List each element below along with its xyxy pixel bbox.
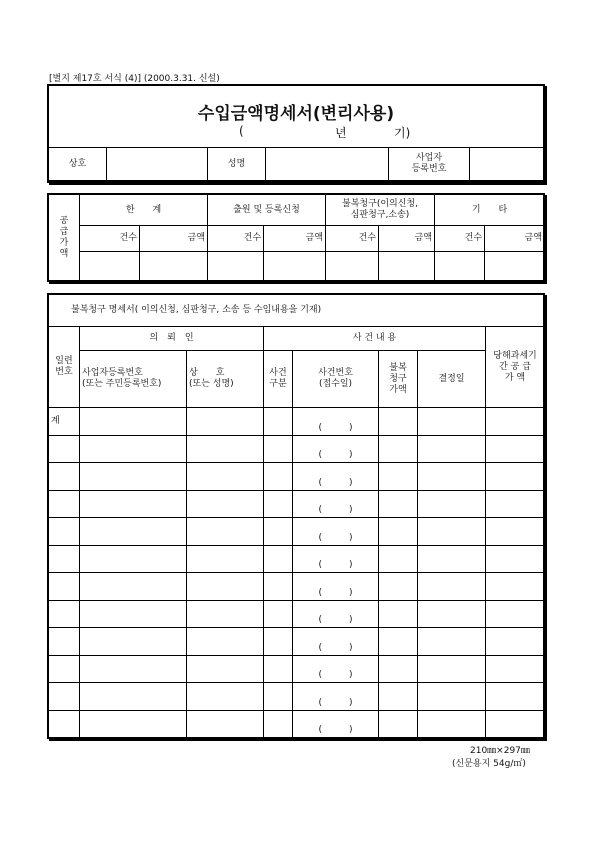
detail-cell[interactable] xyxy=(418,463,486,491)
detail-section xyxy=(47,293,545,739)
total-label: 계 xyxy=(49,408,80,436)
detail-cell[interactable] xyxy=(80,463,187,491)
detail-cell[interactable] xyxy=(264,573,293,601)
supply-cell[interactable] xyxy=(485,252,545,281)
detail-cell[interactable] xyxy=(80,435,187,463)
supply-cell[interactable] xyxy=(379,252,435,281)
detail-cell[interactable] xyxy=(418,710,486,738)
detail-cell[interactable] xyxy=(49,545,80,573)
detail-cell[interactable] xyxy=(80,545,187,573)
detail-cell[interactable] xyxy=(486,490,545,518)
detail-cell[interactable] xyxy=(379,463,418,491)
regno-label: 사업자 등록번호 xyxy=(389,148,470,181)
count-header: 건수 xyxy=(435,226,485,252)
detail-cell[interactable] xyxy=(264,435,293,463)
period-supply-header: 당해과세기 간 공 급 가 액 xyxy=(486,327,545,408)
detail-cell[interactable] xyxy=(187,408,264,436)
detail-cell[interactable] xyxy=(187,683,264,711)
detail-cell[interactable] xyxy=(80,628,187,656)
amount-header: 금액 xyxy=(379,226,435,252)
detail-cell[interactable] xyxy=(379,655,418,683)
count-header: 건수 xyxy=(208,226,264,252)
detail-cell[interactable] xyxy=(187,600,264,628)
supply-cell[interactable] xyxy=(326,252,379,281)
form-number-note: [별지 제17호 서식 (4)] (2000.3.31. 신설) xyxy=(49,74,220,84)
amount-header: 금액 xyxy=(140,226,208,252)
name-field[interactable] xyxy=(266,148,389,181)
detail-cell[interactable] xyxy=(80,655,187,683)
detail-cell[interactable] xyxy=(418,573,486,601)
table-row xyxy=(49,463,545,491)
receipt-date-placeholder: ( ) xyxy=(318,642,353,653)
info-table xyxy=(48,147,545,181)
case-number-header: 사건번호 (접수일) xyxy=(293,351,379,408)
supply-cell[interactable] xyxy=(140,252,208,281)
detail-cell[interactable] xyxy=(80,683,187,711)
supply-cell[interactable] xyxy=(80,252,140,281)
detail-cell[interactable] xyxy=(486,600,545,628)
supply-table xyxy=(48,194,545,281)
detail-cell[interactable] xyxy=(486,573,545,601)
detail-cell[interactable] xyxy=(80,408,187,436)
detail-cell[interactable] xyxy=(379,600,418,628)
detail-cell[interactable] xyxy=(187,435,264,463)
detail-cell[interactable] xyxy=(187,463,264,491)
detail-cell[interactable] xyxy=(418,628,486,656)
detail-cell[interactable] xyxy=(418,545,486,573)
detail-cell[interactable] xyxy=(379,435,418,463)
detail-cell[interactable] xyxy=(264,683,293,711)
count-header: 건수 xyxy=(326,226,379,252)
detail-cell[interactable] xyxy=(49,490,80,518)
amount-header: 금액 xyxy=(485,226,545,252)
supply-cell[interactable] xyxy=(208,252,264,281)
detail-cell[interactable] xyxy=(418,600,486,628)
detail-cell[interactable] xyxy=(49,573,80,601)
table-row xyxy=(49,655,545,683)
detail-cell[interactable] xyxy=(486,683,545,711)
detail-cell[interactable] xyxy=(264,545,293,573)
detail-cell[interactable] xyxy=(187,628,264,656)
receipt-date-placeholder: ( ) xyxy=(318,670,353,680)
paper-type: (신문용지 54g/㎡) xyxy=(452,759,526,769)
detail-cell[interactable] xyxy=(486,463,545,491)
table-row xyxy=(49,545,545,573)
supply-section xyxy=(47,193,545,282)
detail-cell[interactable] xyxy=(264,490,293,518)
detail-cell[interactable] xyxy=(293,573,379,601)
receipt-date-placeholder: ( ) xyxy=(318,697,353,708)
detail-cell[interactable] xyxy=(187,655,264,683)
detail-cell[interactable] xyxy=(49,655,80,683)
detail-cell[interactable] xyxy=(379,710,418,738)
page-title: 수입금액명세서(변리사용) xyxy=(197,104,395,124)
detail-cell[interactable] xyxy=(293,600,379,628)
supply-cell[interactable] xyxy=(435,252,485,281)
period-term-label: 기) xyxy=(394,126,411,140)
detail-cell[interactable] xyxy=(80,710,187,738)
receipt-date-placeholder: ( ) xyxy=(318,587,353,598)
decision-date-header: 결정일 xyxy=(418,351,486,408)
supply-cell[interactable] xyxy=(264,252,326,281)
detail-cell[interactable] xyxy=(80,573,187,601)
paper-size: 210㎜×297㎜ xyxy=(470,746,530,756)
detail-cell[interactable] xyxy=(379,518,418,546)
group-total: 한 계 xyxy=(80,195,208,226)
detail-cell[interactable] xyxy=(264,518,293,546)
detail-cell[interactable] xyxy=(379,490,418,518)
amount-header: 금액 xyxy=(264,226,326,252)
detail-cell[interactable] xyxy=(293,545,379,573)
group-other: 기 타 xyxy=(435,195,545,226)
receipt-date-placeholder: ( ) xyxy=(318,615,353,625)
detail-cell[interactable] xyxy=(379,573,418,601)
detail-cell[interactable] xyxy=(379,683,418,711)
detail-cell[interactable] xyxy=(418,655,486,683)
detail-cell[interactable] xyxy=(486,710,545,738)
client-regno-header: 사업자등록번호 (또는 주민등록번호) xyxy=(80,351,187,408)
detail-cell[interactable] xyxy=(80,518,187,546)
detail-cell[interactable] xyxy=(293,490,379,518)
company-field[interactable] xyxy=(107,148,208,181)
detail-cell[interactable] xyxy=(379,628,418,656)
table-row xyxy=(49,573,545,601)
title-section xyxy=(47,84,545,183)
detail-cell[interactable] xyxy=(379,545,418,573)
client-group-header: 의 뢰 인 xyxy=(80,327,264,351)
detail-cell[interactable] xyxy=(486,435,545,463)
detail-cell[interactable] xyxy=(486,628,545,656)
receipt-date-placeholder: ( ) xyxy=(318,725,353,735)
detail-cell[interactable] xyxy=(187,573,264,601)
detail-cell[interactable] xyxy=(293,683,379,711)
table-row xyxy=(49,710,545,738)
detail-cell[interactable] xyxy=(486,655,545,683)
detail-cell[interactable] xyxy=(80,490,187,518)
detail-cell[interactable] xyxy=(49,628,80,656)
receipt-date-placeholder: ( ) xyxy=(318,477,353,488)
detail-cell[interactable] xyxy=(264,655,293,683)
detail-cell[interactable] xyxy=(486,545,545,573)
detail-table xyxy=(48,294,545,738)
detail-cell[interactable] xyxy=(418,490,486,518)
detail-cell[interactable] xyxy=(379,408,418,436)
detail-cell[interactable] xyxy=(293,655,379,683)
table-row xyxy=(49,408,545,436)
detail-cell[interactable] xyxy=(264,408,293,436)
receipt-date-placeholder: ( ) xyxy=(318,505,353,515)
table-row xyxy=(49,490,545,518)
detail-cell[interactable] xyxy=(418,435,486,463)
detail-cell[interactable] xyxy=(187,490,264,518)
detail-cell[interactable] xyxy=(49,518,80,546)
detail-cell[interactable] xyxy=(49,435,80,463)
detail-cell[interactable] xyxy=(293,628,379,656)
company-label: 상호 xyxy=(49,148,107,181)
detail-cell[interactable] xyxy=(293,463,379,491)
detail-cell[interactable] xyxy=(293,518,379,546)
receipt-date-placeholder: ( ) xyxy=(318,450,353,460)
detail-cell[interactable] xyxy=(49,710,80,738)
detail-caption: 불복청구 명세서( 이의신청, 심판청구, 소송 등 수임내용을 기재) xyxy=(49,295,545,327)
detail-cell[interactable] xyxy=(418,683,486,711)
detail-cell[interactable] xyxy=(486,408,545,436)
detail-cell[interactable] xyxy=(187,518,264,546)
detail-cell[interactable] xyxy=(264,600,293,628)
period-year-label: 년 xyxy=(335,126,347,140)
detail-cell[interactable] xyxy=(264,710,293,738)
table-row xyxy=(49,600,545,628)
supply-side-label: 공 급 가 액 xyxy=(49,195,80,281)
count-header: 건수 xyxy=(80,226,140,252)
name-label: 성명 xyxy=(208,148,266,181)
table-row xyxy=(49,435,545,463)
detail-cell[interactable] xyxy=(264,463,293,491)
receipt-date-placeholder: ( ) xyxy=(318,560,353,570)
detail-cell[interactable] xyxy=(80,600,187,628)
detail-cell[interactable] xyxy=(264,628,293,656)
client-name-header: 상 호 (또는 성명) xyxy=(187,351,264,408)
detail-cell[interactable] xyxy=(418,408,486,436)
serial-header: 일련 번호 xyxy=(49,327,80,408)
detail-cell[interactable] xyxy=(293,435,379,463)
detail-cell[interactable] xyxy=(49,683,80,711)
detail-cell[interactable] xyxy=(187,710,264,738)
period-open: ( xyxy=(239,124,244,138)
detail-cell[interactable] xyxy=(49,463,80,491)
table-row xyxy=(49,683,545,711)
detail-cell[interactable] xyxy=(293,710,379,738)
group-appeal: 불복청구(이의신청, 심판청구,소송) xyxy=(326,195,435,226)
group-application: 출원 및 등록신청 xyxy=(208,195,326,226)
case-group-header: 사 건 내 용 xyxy=(264,327,486,351)
appeal-amount-header: 불복 청구 가액 xyxy=(379,351,418,408)
receipt-date-placeholder: ( ) xyxy=(318,422,353,433)
detail-cell[interactable] xyxy=(486,518,545,546)
regno-field[interactable] xyxy=(470,148,545,181)
table-row xyxy=(49,518,545,546)
detail-cell[interactable] xyxy=(418,518,486,546)
table-row xyxy=(49,628,545,656)
receipt-date-placeholder: ( ) xyxy=(318,532,353,543)
detail-cell[interactable] xyxy=(293,408,379,436)
case-type-header: 사건 구분 xyxy=(264,351,293,408)
detail-cell[interactable] xyxy=(49,600,80,628)
detail-cell[interactable] xyxy=(187,545,264,573)
